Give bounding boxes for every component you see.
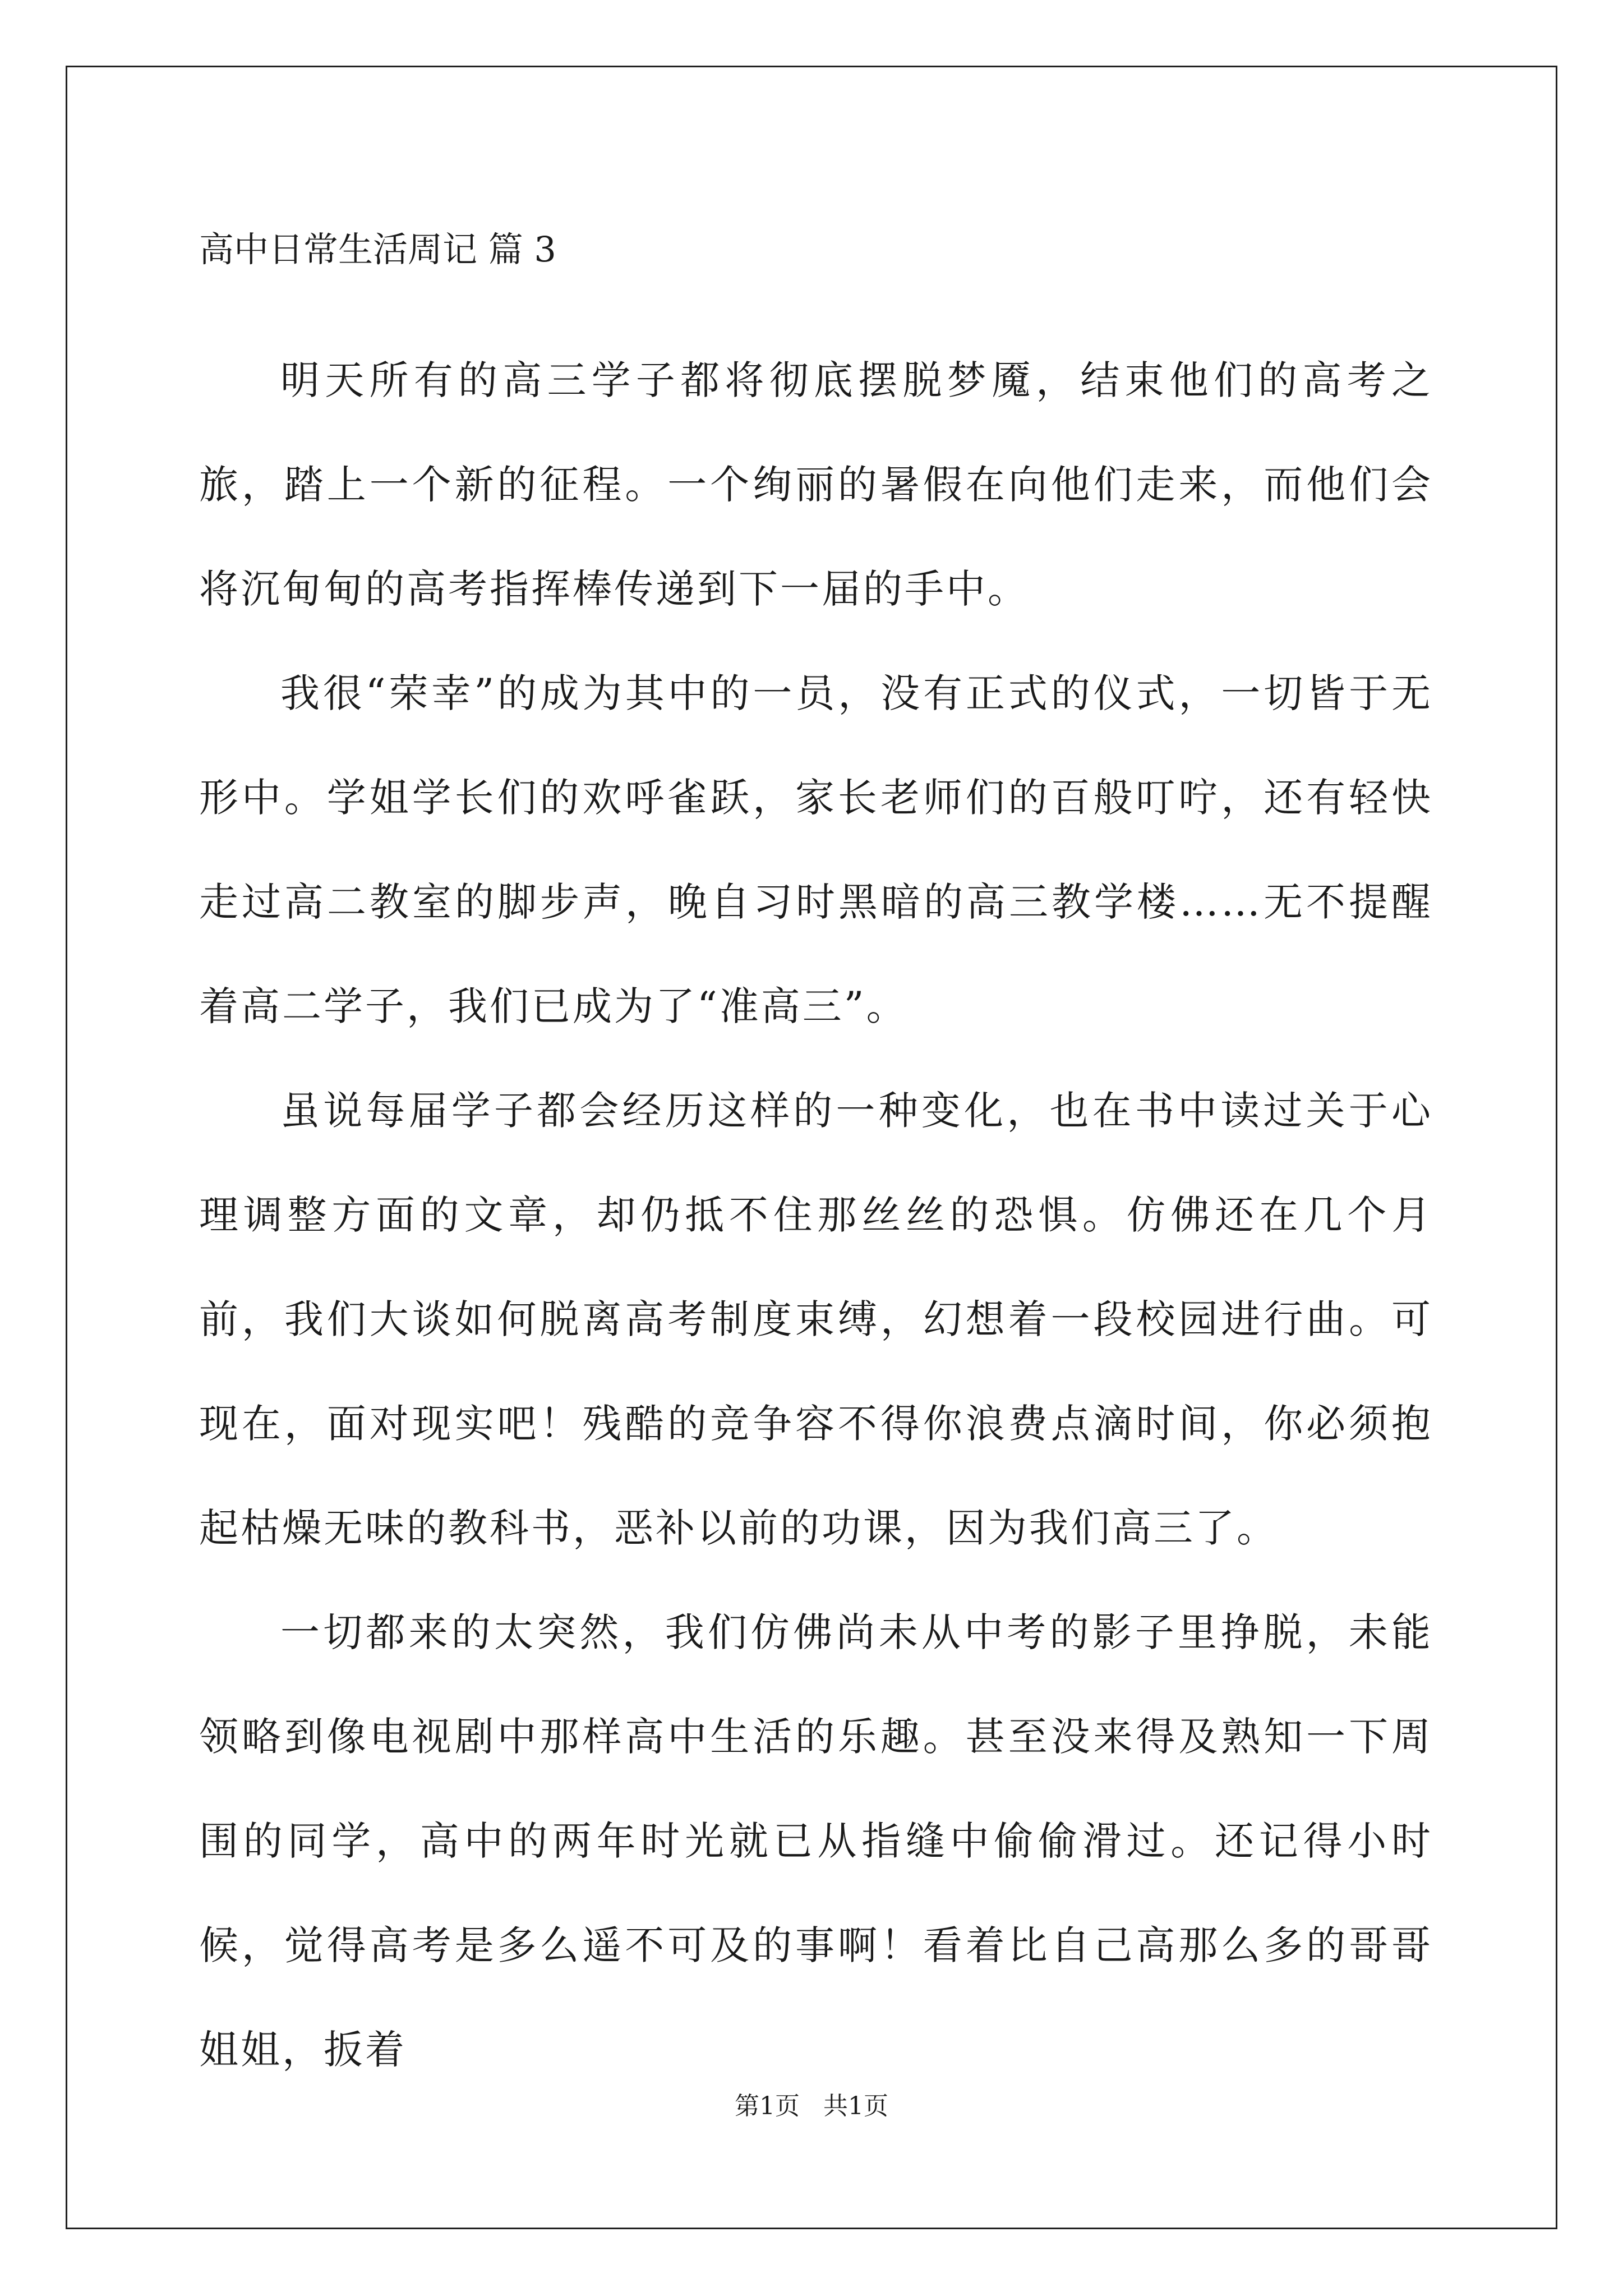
paragraph-4: 一切都来的太突然，我们仿佛尚未从中考的影子里挣脱，未能领略到像电视剧中那样高中生活的乐趣。甚至没来得及熟知一下周围的同学，高中的两年时光就已从指缝中偷偷滑过。还记得小时候，觉得高考是多么遥不可及的事啊！看着比自己高那么多的哥哥姐姐，扳着 bbox=[199, 1609, 1433, 2073]
page-number-footer: 第1页 共1页 bbox=[735, 2092, 888, 2120]
document-title: 高中日常生活周记 篇 3 bbox=[199, 229, 556, 270]
paragraph-1: 明天所有的高三学子都将彻底摆脱梦魇，结束他们的高考之旅，踏上一个新的征程。一个绚丽的暑假在向他们走来，而他们会将沉甸甸的高考指挥棒传递到下一届的手中。 bbox=[199, 357, 1433, 612]
paragraph-2: 我很“荣幸”的成为其中的一员，没有正式的仪式，一切皆于无形中。学姐学长们的欢呼雀跃，家长老师们的百般叮咛，还有轻快走过高二教室的脚步声，晚自习时黑暗的高三教学楼……无不提醒着高二学子，我们已成为了“准高三”。 bbox=[199, 670, 1433, 1029]
paragraph-3: 虽说每届学子都会经历这样的一种变化，也在书中读过关于心理调整方面的文章，却仍抵不住那丝丝的恐惧。仿佛还在几个月前，我们大谈如何脱离高考制度束缚，幻想着一段校园进行曲。可现在，面对现实吧！残酷的竞争容不得你浪费点滴时间，你必须抱起枯燥无味的教科书，恶补以前的功课，因为我们高三了。 bbox=[199, 1088, 1433, 1551]
document-body bbox=[199, 328, 1433, 2102]
